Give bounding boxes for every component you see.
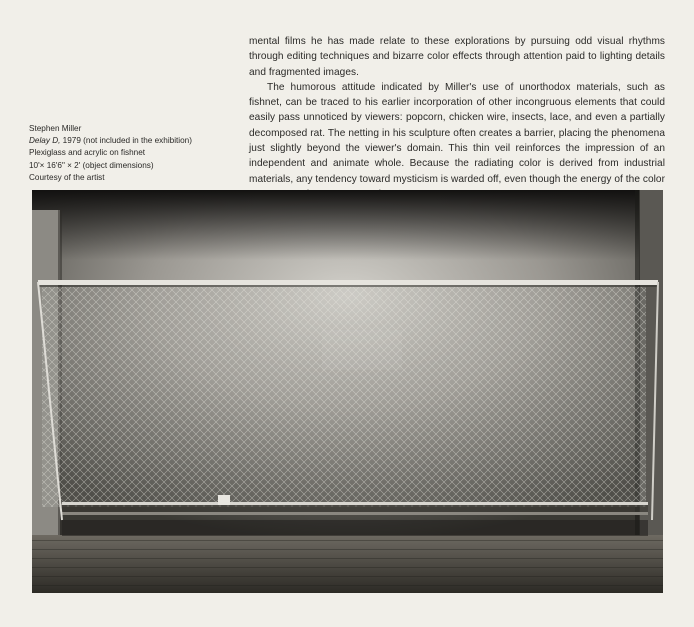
article-paragraph-1: mental films he has made relate to these explorations by pursuing odd visual rhythms through editing techniques and bizarre color effects through attention paid to lighting details and fragmented images. bbox=[249, 36, 665, 78]
caption-title-line bbox=[29, 135, 239, 147]
caption-title: Delay D, bbox=[29, 136, 61, 146]
article-paragraph-2: The humorous attitude indicated by Miller's use of unorthodox materials, such as fishnet, can be traced to his earlier incorporation of other incongruous elements that could easily pass unnoticed by viewers: popcorn, chicken wire, insects, lace, and even a partially decomposed rat. The netting in his sculpture often creates a barrier, placing the phenomena just slightly beyond the viewer's domain. This thin veil reinforces the impression of an independent and animate whole. Because the radiating color is derived from industrial materials, any tendency toward mysticism is warded off, even though the energy of the color bbox=[249, 81, 665, 185]
caption-credit: Courtesy of the artist bbox=[29, 172, 105, 182]
caption-artist: Stephen Miller bbox=[29, 124, 82, 133]
artwork-caption bbox=[29, 123, 239, 184]
caption-dimensions: 10'× 16'6" × 2' (object dimensions) bbox=[29, 160, 154, 170]
article-body bbox=[249, 34, 665, 202]
caption-medium: Plexiglass and acrylic on fishnet bbox=[29, 148, 146, 158]
artwork-photograph bbox=[32, 190, 663, 593]
photo-image bbox=[32, 190, 663, 593]
caption-year: 1979 (not included in the exhibition) bbox=[60, 136, 192, 146]
